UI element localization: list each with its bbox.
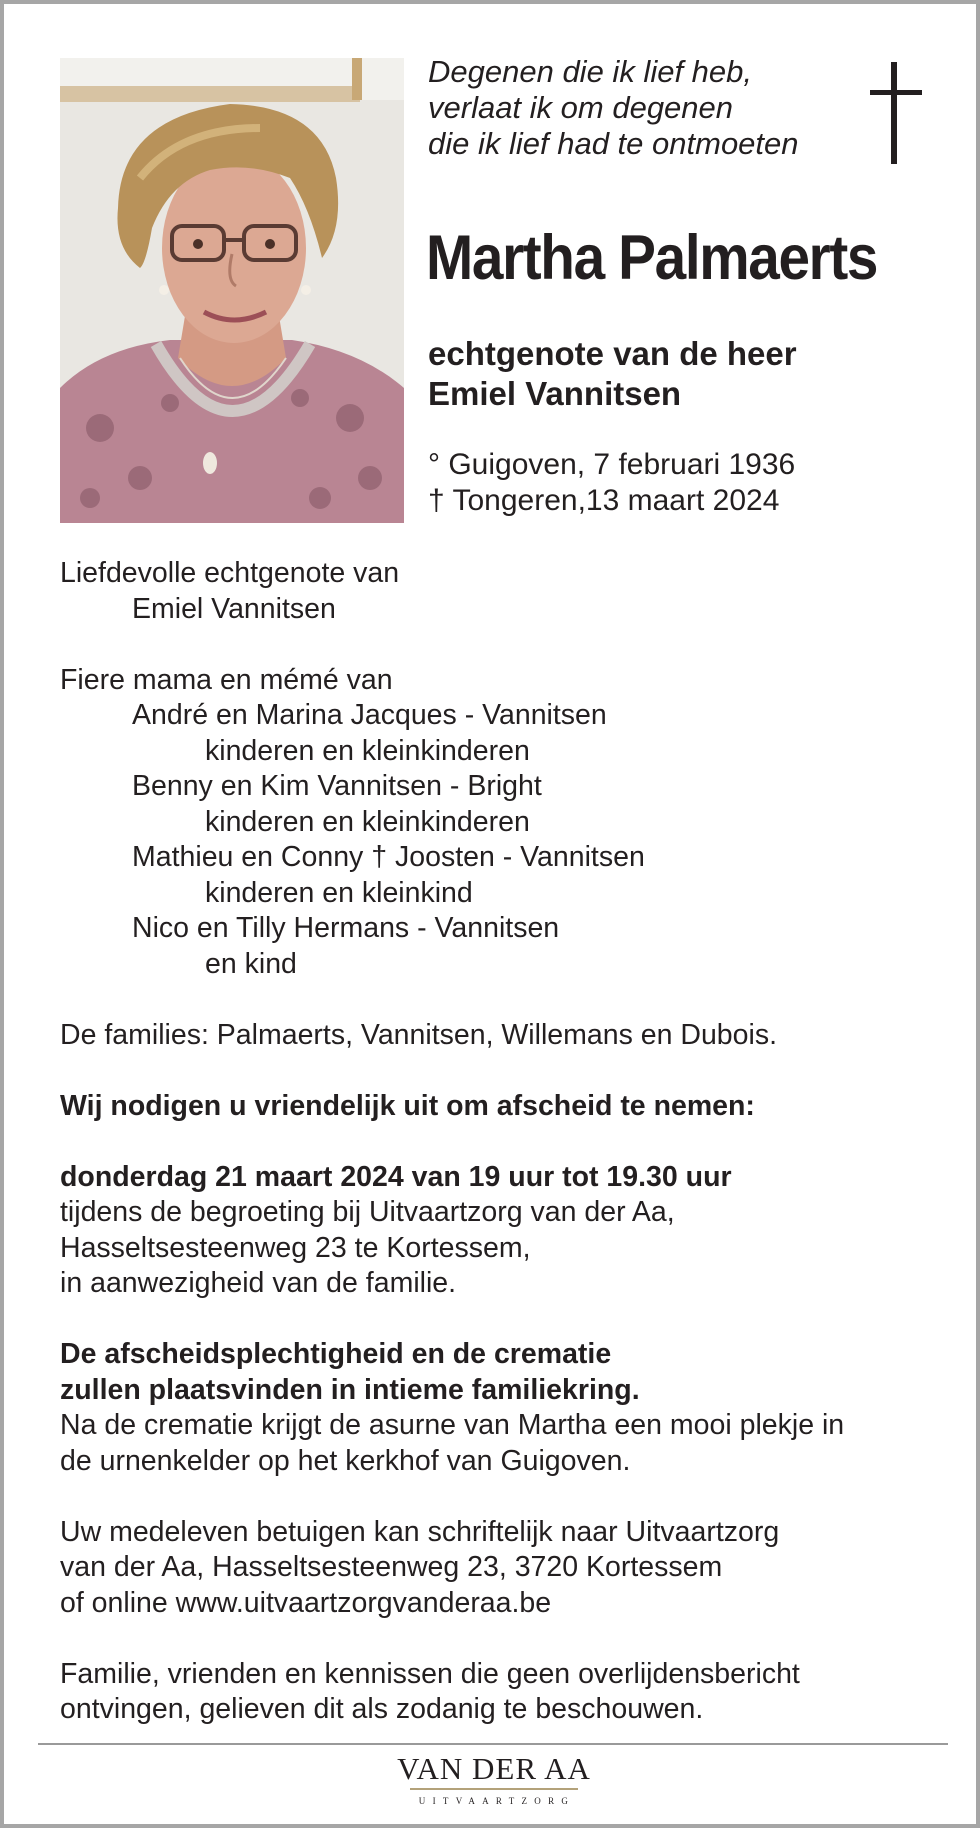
condolences-line: of online www.uitvaartzorgvanderaa.be (60, 1586, 552, 1619)
poem-line: Degenen die ik lief heb, (428, 54, 753, 89)
ceremony-heading: De afscheidsplechtigheid en de crematie (60, 1338, 612, 1370)
child-descendants: kinderen en kleinkinderen (205, 805, 530, 838)
child-names: Mathieu en Conny † Joosten - Vannitsen (132, 841, 645, 873)
cross-icon (866, 62, 926, 164)
condolences-line: van der Aa, Hasseltsesteenweg 23, 3720 Kortessem (60, 1551, 723, 1583)
portrait-illustration (60, 58, 404, 523)
funeral-home-logo (384, 1751, 604, 1806)
spouse-intro: Liefdevolle echtgenote van (60, 557, 400, 589)
invitation-detail: tijdens de begroeting bij Uitvaartzorg van der Aa, (60, 1196, 675, 1228)
children-intro: Fiere mama en mémé van (60, 663, 393, 696)
notice-line: Familie, vrienden en kennissen die geen overlijdensbericht (60, 1657, 800, 1690)
deceased-name: Martha Palmaerts (426, 223, 878, 293)
spouse-subtitle-line: Emiel Vannitsen (428, 375, 682, 412)
logo-name: VAN DER AA (397, 1751, 591, 1786)
child-names: André en Marina Jacques - Vannitsen (132, 699, 607, 731)
logo-subtitle: UITVAARTZORG (418, 1796, 576, 1806)
notice-line: ontvingen, gelieven dit als zodanig te beschouwen. (60, 1693, 704, 1725)
ceremony-detail: de urnenkelder op het kerkhof van Guigoven. (60, 1444, 631, 1477)
footer-divider (38, 1743, 948, 1745)
families-line: De families: Palmaerts, Vannitsen, Willemans en Dubois. (60, 1018, 778, 1051)
invitation-heading: Wij nodigen u vriendelijk uit om afscheid te nemen: (60, 1089, 755, 1122)
spouse-subtitle-line: echtgenote van de heer (428, 335, 797, 372)
child-descendants: kinderen en kleinkinderen (205, 734, 530, 767)
logo-accent-line (410, 1788, 578, 1790)
child-descendants: kinderen en kleinkind (205, 876, 473, 909)
poem-line: die ik lief had te ontmoeten (428, 126, 799, 161)
poem-line: verlaat ik om degenen (428, 90, 734, 125)
spouse-name: Emiel Vannitsen (132, 592, 336, 625)
birth-date: ° Guigoven, 7 februari 1936 (428, 448, 796, 481)
invitation-detail: Hasseltsesteenweg 23 te Kortessem, (60, 1231, 531, 1264)
obituary-text (60, 556, 940, 1728)
invitation-when: donderdag 21 maart 2024 van 19 uur tot 19.30 uur (60, 1160, 732, 1193)
portrait-photo (60, 58, 404, 523)
child-names: Nico en Tilly Hermans - Vannitsen (132, 912, 560, 944)
child-names: Benny en Kim Vannitsen - Bright (132, 770, 542, 802)
spouse-subtitle (428, 334, 797, 414)
invitation-detail: in aanwezigheid van de familie. (60, 1267, 457, 1299)
life-dates (428, 447, 795, 519)
ceremony-detail: Na de crematie krijgt de asurne van Martha een mooi plekje in (60, 1409, 845, 1441)
death-date: † Tongeren,13 maart 2024 (428, 484, 780, 517)
child-descendants: en kind (205, 947, 297, 980)
condolences-line: Uw medeleven betuigen kan schriftelijk naar Uitvaartzorg (60, 1515, 780, 1548)
ceremony-heading: zullen plaatsvinden in intieme familiekring. (60, 1373, 640, 1406)
poem (428, 54, 799, 162)
